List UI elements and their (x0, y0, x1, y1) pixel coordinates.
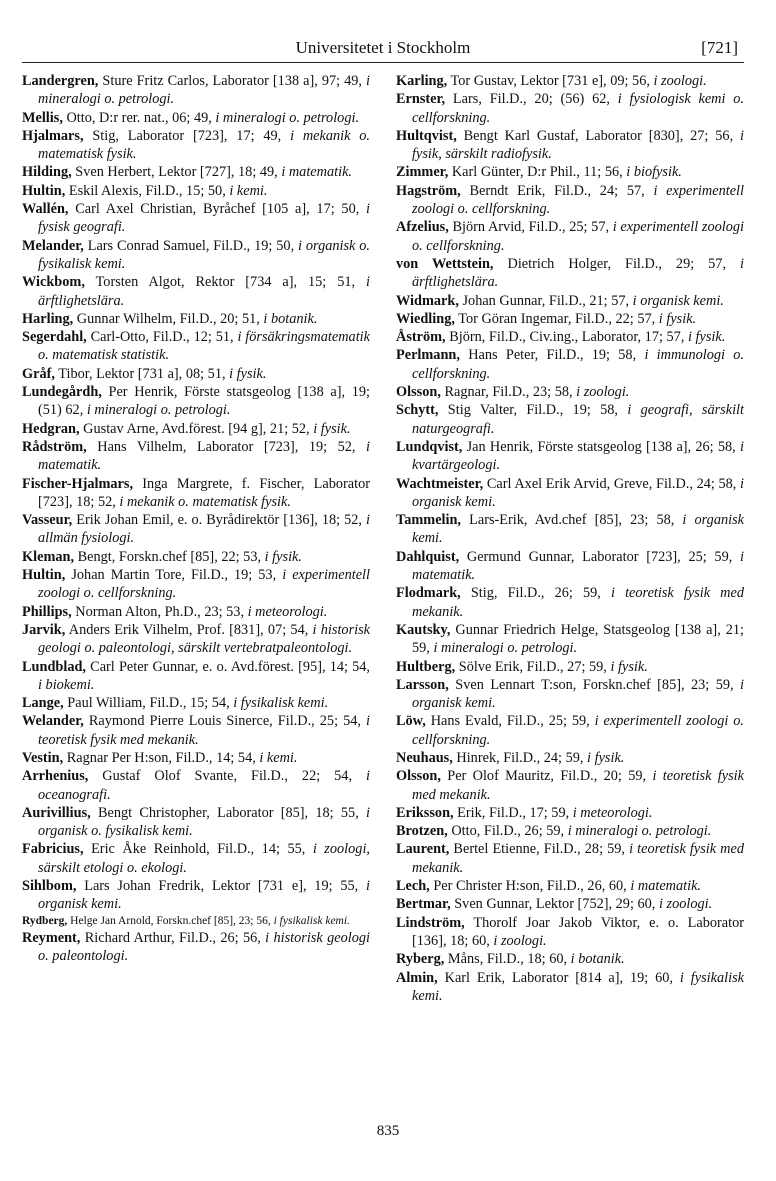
entry-details: Per Henrik, Förste statsgeolog [138 a], 19; (51) 62, (38, 384, 370, 419)
directory-entry (396, 895, 744, 913)
page-header (22, 34, 744, 63)
entry-name: Almin, (396, 969, 438, 986)
entry-name: Segerdahl, (22, 329, 87, 346)
directory-entry (396, 969, 744, 1006)
entry-details: Tor Göran Ingemar, Fil.D., 22; 57, (454, 310, 659, 327)
directory-entry (396, 383, 744, 401)
entry-details: Carl Peter Gunnar, e. o. Avd.förest. [95], 14; 54, (86, 658, 370, 675)
directory-entry (22, 548, 370, 566)
entry-details: Carl Axel Erik Arvid, Greve, Fil.D., 24; 58, (483, 475, 741, 492)
directory-entry (396, 163, 744, 181)
page-number: 835 (376, 1123, 400, 1139)
directory-entry (22, 877, 370, 914)
entry-subject: i matematik. (38, 438, 370, 474)
entry-details: Hans Vilhelm, Laborator [723], 19; 52, (86, 438, 367, 455)
directory-entry (396, 950, 744, 968)
entry-details: Lars-Erik, Avd.chef [85], 23; 58, (461, 512, 683, 529)
entry-name: Lange, (22, 695, 64, 712)
directory-entry (396, 822, 744, 840)
entry-details: Tibor, Lektor [731 a], 08; 51, (54, 365, 230, 382)
entry-name: Neuhaus, (396, 749, 453, 766)
page-reference: [721] (701, 38, 738, 57)
entry-name: Vestin, (22, 749, 64, 766)
entry-name: Larsson, (396, 676, 449, 693)
directory-entry (22, 694, 370, 712)
entry-name: Sihlbom, (22, 878, 77, 895)
directory-entry (22, 310, 370, 328)
entry-subject: i fysik. (610, 658, 648, 675)
directory-entry (22, 109, 370, 127)
entry-name: Lech, (396, 878, 430, 895)
entry-details: Paul William, Fil.D., 15; 54, (63, 695, 234, 712)
entry-name: Hultberg, (396, 658, 456, 675)
entry-subject: i fysisk geografi. (38, 201, 370, 236)
entry-details: Dietrich Holger, Fil.D., 29; 57, (493, 255, 741, 272)
entry-name: Wallén, (22, 201, 69, 218)
entry-subject: i fysiologisk kemi o. cellforskning. (412, 91, 745, 126)
entry-subject: i experimentell zoologi o. cellforskning. (412, 713, 744, 748)
entry-details: Inga Margrete, f. Fischer, Laborator [723], 18; 52, (38, 475, 370, 510)
entry-subject: i biofysik. (626, 164, 682, 181)
entry-name: Dahlquist, (396, 548, 460, 565)
entry-subject: i historisk geologi o. paleontologi, särskilt vertebratpaleontologi. (38, 621, 371, 657)
directory-entry (396, 72, 744, 90)
entry-details: Erik, Fil.D., 17; 59, (453, 804, 573, 821)
directory-entry (22, 328, 370, 365)
entry-subject: i botanik. (263, 310, 318, 327)
entry-subject: i matematik. (412, 548, 744, 584)
directory-entry (22, 914, 370, 929)
entry-name: Laurent, (396, 841, 450, 858)
directory-entry (396, 804, 744, 822)
entry-details: Hans Peter, Fil.D., 19; 58, (459, 347, 645, 364)
entry-name: Rådström, (22, 438, 87, 455)
entry-name: Landergren, (22, 73, 99, 89)
entry-subject: i zoologi, särskilt etologi o. ekologi. (38, 841, 370, 876)
entry-name: Hilding, (22, 164, 72, 181)
entry-subject: i oceanografi. (38, 768, 370, 803)
entry-details: Torsten Algot, Rektor [734 a], 15; 51, (84, 274, 367, 291)
entry-details: Anders Erik Vilhelm, Prof. [831], 07; 54, (65, 621, 313, 638)
page-title: Universitetet i Stockholm (295, 38, 471, 57)
entry-name: Fischer-Hjalmars, (22, 475, 134, 492)
entry-subject: i organisk o. fysikalisk kemi. (38, 804, 370, 840)
entry-name: Zimmer, (396, 164, 449, 181)
entry-name: Welander, (22, 713, 84, 730)
directory-entry (22, 804, 370, 841)
left-column (22, 72, 370, 965)
directory-entry (396, 346, 744, 383)
directory-entry (22, 182, 370, 200)
entry-name: Flodmark, (396, 585, 461, 602)
directory-entry (22, 767, 370, 804)
directory-entry (22, 273, 370, 310)
entry-details: Bertel Etienne, Fil.D., 28; 59, (449, 841, 630, 858)
entry-details: Otto, D:r rer. nat., 06; 49, (62, 109, 216, 126)
entry-name: Lindström, (396, 914, 465, 931)
entry-subject: i allmän fysiologi. (38, 512, 370, 547)
directory-entry (22, 200, 370, 237)
entry-subject: i matematik. (630, 878, 702, 895)
directory-entry (22, 127, 370, 164)
entry-details: Thorolf Joar Jakob Viktor, e. o. Laborator [136], 18; 60, (412, 914, 744, 949)
entry-name: Ernster, (396, 91, 446, 108)
directory-entry (396, 218, 744, 255)
directory-entry (396, 310, 744, 328)
entry-name: Hjalmars, (22, 127, 84, 144)
entry-subject: i fysikalisk kemi. (412, 969, 744, 1004)
entry-subject: i kemi. (259, 749, 298, 766)
entry-subject: i organisk kemi. (38, 878, 370, 913)
directory-entry (396, 749, 744, 767)
entry-subject: i organisk kemi. (412, 676, 744, 712)
entry-details: Lars Johan Fredrik, Lektor [731 e], 19; 55, (76, 878, 367, 895)
entry-subject: i experimentell zoologi o. cellforskning. (412, 219, 745, 254)
entry-details: Johan Gunnar, Fil.D., 21; 57, (458, 292, 633, 309)
entry-subject: i zoologi. (653, 73, 707, 89)
directory-entry (396, 90, 744, 127)
entry-subject: i mekanik o. matematisk fysik. (119, 493, 291, 510)
entry-details: Ragnar Per H:son, Fil.D., 14; 54, (63, 749, 260, 766)
entry-subject: i geografi, särskilt naturgeografi. (412, 402, 745, 437)
entry-subject: i organisk o. fysikalisk kemi. (38, 237, 370, 272)
directory-entry (396, 511, 744, 548)
entry-subject: i matematik. (281, 164, 352, 181)
entry-subject: i meteorologi. (572, 804, 653, 821)
entry-subject: i organisk kemi. (632, 292, 724, 309)
entry-details: Lars Conrad Samuel, Fil.D., 19; 50, (83, 237, 299, 254)
entry-subject: i zoologi. (576, 384, 630, 401)
entry-details: Sven Gunnar, Lektor [752], 29; 60, (450, 896, 659, 913)
entry-subject: i fysik. (587, 749, 625, 766)
directory-entry (22, 712, 370, 749)
entry-details: Per Olof Mauritz, Fil.D., 20; 59, (440, 768, 653, 785)
entry-subject: i mineralogi o. petrologi. (86, 402, 231, 419)
entry-details: Tor Gustav, Lektor [731 e], 09; 56, (447, 73, 654, 89)
directory-entry (22, 658, 370, 695)
entry-subject: i fysikalisk kemi. (273, 914, 350, 927)
entry-name: Olsson, (396, 384, 441, 401)
directory-entry (396, 621, 744, 658)
entry-name: Rydberg, (22, 914, 68, 927)
directory-entry (22, 72, 370, 109)
entry-details: Helge Jan Arnold, Forskn.chef [85], 23; 56, (67, 914, 274, 927)
entry-details: Raymond Pierre Louis Sinerce, Fil.D., 25; 54, (83, 713, 367, 730)
directory-entry (22, 237, 370, 274)
entry-subject: i experimentell zoologi o. cellforskning. (412, 182, 744, 218)
entry-subject: i historisk geologi o. paleontologi. (38, 929, 370, 964)
directory-entry (22, 475, 370, 512)
directory-entry (396, 292, 744, 310)
entry-details: Norman Alton, Ph.D., 23; 53, (71, 603, 248, 620)
entry-name: Hultqvist, (396, 127, 457, 144)
entry-subject: i botanik. (570, 951, 625, 968)
entry-details: Sven Herbert, Lektor [727], 18; 49, (71, 164, 282, 181)
entry-subject: i mineralogi o. petrologi. (38, 73, 370, 108)
entry-subject: i organisk kemi. (412, 512, 744, 547)
entry-details: Eric Åke Reinhold, Fil.D., 14; 55, (83, 841, 313, 858)
entry-subject: i mineralogi o. petrologi. (567, 823, 712, 840)
entry-subject: i kvartärgeologi. (412, 438, 744, 474)
entry-name: Hultin, (22, 182, 66, 199)
entry-name: Wickbom, (22, 274, 85, 291)
entry-details: Ragnar, Fil.D., 23; 58, (440, 384, 577, 401)
entry-details: Gustaf Olof Svante, Fil.D., 22; 54, (88, 768, 367, 785)
entry-name: Phillips, (22, 603, 72, 620)
directory-entry (396, 914, 744, 951)
entry-details: Stig, Laborator [723], 17; 49, (83, 127, 291, 144)
entry-name: von Wettstein, (396, 255, 494, 272)
entry-subject: i mineralogi o. petrologi. (433, 640, 578, 657)
entry-subject: i teoretisk fysik med mekanik. (412, 768, 744, 803)
entry-name: Brotzen, (396, 823, 448, 840)
directory-entry (396, 438, 744, 475)
entry-name: Vasseur, (22, 512, 73, 529)
entry-details: Eskil Alexis, Fil.D., 15; 50, (65, 182, 230, 199)
entry-subject: i försäkringsmatematik o. matematisk statistik. (38, 329, 370, 364)
right-column (396, 72, 744, 1005)
entry-details: Bengt, Forskn.chef [85], 22; 53, (74, 548, 265, 565)
entry-subject: i organisk kemi. (412, 475, 744, 510)
entry-subject: i mekanik o. matematisk fysik. (38, 127, 371, 163)
entry-subject: i fysik. (313, 420, 351, 437)
entry-name: Löw, (396, 713, 426, 730)
entry-name: Karling, (396, 73, 448, 89)
directory-entry (22, 566, 370, 603)
directory-entry (396, 127, 744, 164)
entry-subject: i experimentell zoologi o. cellforskning. (38, 567, 370, 602)
directory-entry (22, 511, 370, 548)
entry-details: Karl Erik, Laborator [814 a], 19; 60, (437, 969, 680, 986)
entry-subject: i teoretisk fysik med mekanik. (412, 585, 744, 620)
entry-name: Bertmar, (396, 896, 451, 913)
directory-entry (396, 877, 744, 895)
directory-entry (22, 163, 370, 181)
entry-name: Wachtmeister, (396, 475, 484, 492)
entry-name: Harling, (22, 310, 74, 327)
directory-entry (22, 420, 370, 438)
entry-details: Jan Henrik, Förste statsgeolog [138 a], 26; 58, (462, 438, 741, 455)
directory-entry (22, 603, 370, 621)
entry-name: Widmark, (396, 292, 459, 309)
entry-details: Karl Günter, D:r Phil., 11; 56, (448, 164, 627, 181)
directory-entry (396, 840, 744, 877)
directory-entry (396, 255, 744, 292)
entry-details: Berndt Erik, Fil.D., 24; 57, (460, 182, 654, 199)
entry-name: Gråf, (22, 365, 55, 382)
directory-entry (22, 365, 370, 383)
entry-details: Sven Lennart T:son, Forskn.chef [85], 23; 59, (448, 676, 741, 693)
entry-name: Lundegårdh, (22, 384, 102, 401)
entry-name: Reyment, (22, 929, 81, 946)
directory-entry (22, 749, 370, 767)
directory-entry (22, 929, 370, 966)
entry-name: Jarvik, (22, 621, 66, 638)
entry-details: Måns, Fil.D., 18; 60, (444, 951, 571, 968)
directory-entry (396, 712, 744, 749)
entry-name: Schytt, (396, 402, 439, 419)
directory-entry (396, 328, 744, 346)
directory-entry (396, 182, 744, 219)
entry-subject: i mineralogi o. petrologi. (215, 109, 360, 126)
entry-subject: i fysikalisk kemi. (233, 695, 329, 712)
entry-details: Stig Valter, Fil.D., 19; 58, (438, 402, 628, 419)
directory-entry (396, 584, 744, 621)
entry-name: Tammelin, (396, 512, 462, 529)
entry-name: Lundqvist, (396, 438, 463, 455)
entry-subject: i teoretisk fysik med mekanik. (38, 713, 370, 748)
entry-name: Hultin, (22, 567, 66, 584)
entry-subject: i fysik. (229, 365, 267, 382)
directory-entry (396, 658, 744, 676)
entry-name: Wiedling, (396, 310, 455, 327)
directory-entry (396, 767, 744, 804)
entry-details: Gunnar Friedrich Helge, Statsgeolog [138 a], 21; 59, (412, 621, 744, 657)
entry-subject: i kemi. (229, 182, 268, 199)
entry-name: Fabricius, (22, 841, 84, 858)
directory-entry (22, 840, 370, 877)
entry-details: Gustav Arne, Avd.förest. [94 g], 21; 52, (79, 420, 314, 437)
directory-entry (396, 676, 744, 713)
entry-details: Per Christer H:son, Fil.D., 26, 60, (429, 878, 631, 895)
entry-subject: i immunologi o. cellforskning. (412, 347, 744, 382)
entry-subject: i meteorologi. (247, 603, 328, 620)
entry-name: Arrhenius, (22, 768, 89, 785)
directory-entry (396, 548, 744, 585)
entry-name: Perlmann, (396, 347, 460, 364)
entry-name: Åström, (396, 329, 446, 346)
entry-name: Mellis, (22, 109, 63, 126)
entry-name: Kautsky, (396, 621, 451, 638)
entry-details: Björn, Fil.D., Civ.ing., Laborator, 17; 57, (445, 329, 688, 346)
entry-details: Hinrek, Fil.D., 24; 59, (452, 749, 588, 766)
entry-name: Olsson, (396, 768, 441, 785)
entry-subject: i zoologi. (493, 932, 547, 949)
entry-details: Bengt Christopher, Laborator [85], 18; 55, (90, 804, 367, 821)
entry-details: Erik Johan Emil, e. o. Byrådirektör [136], 18; 52, (72, 512, 367, 529)
entry-name: Melander, (22, 237, 84, 254)
entry-subject: i fysik. (687, 329, 726, 346)
entry-name: Aurivillius, (22, 804, 91, 821)
entry-details: Otto, Fil.D., 26; 59, (447, 823, 568, 840)
entry-details: Bengt Karl Gustaf, Laborator [830], 27; 56, (456, 127, 741, 144)
entry-subject: i teoretisk fysik med mekanik. (412, 841, 744, 876)
directory-entry (22, 383, 370, 420)
entry-subject: i fysik, särskilt radiofysik. (412, 127, 744, 163)
entry-subject: i fysik. (658, 310, 697, 327)
entry-details: Stig, Fil.D., 26; 59, (460, 585, 611, 602)
entry-name: Hagström, (396, 182, 461, 199)
entry-details: Björn Arvid, Fil.D., 25; 57, (448, 219, 613, 236)
entry-name: Kleman, (22, 548, 75, 565)
entry-subject: i ärftlighetslära. (412, 255, 744, 291)
entry-details: Johan Martin Tore, Fil.D., 19; 53, (65, 567, 283, 584)
entry-details: Gunnar Wilhelm, Fil.D., 20; 51, (73, 310, 264, 327)
directory-entry (22, 438, 370, 475)
entry-name: Eriksson, (396, 804, 454, 821)
entry-subject: i zoologi. (658, 896, 713, 913)
entry-name: Ryberg, (396, 951, 445, 968)
entry-name: Afzelius, (396, 219, 449, 236)
entry-details: Sture Fritz Carlos, Laborator [138 a], 97; 49, (98, 73, 367, 89)
entry-details: Germund Gunnar, Laborator [723], 25; 59, (459, 548, 741, 565)
directory-entry (396, 475, 744, 512)
entry-details: Lars, Fil.D., 20; (56) 62, (445, 91, 618, 108)
entry-details: Carl-Otto, Fil.D., 12; 51, (86, 329, 238, 346)
directory-entry (396, 401, 744, 438)
entry-details: Sölve Erik, Fil.D., 27; 59, (455, 658, 611, 675)
entry-details: Hans Evald, Fil.D., 25; 59, (425, 713, 595, 730)
entry-name: Lundblad, (22, 658, 86, 675)
entry-subject: i biokemi. (38, 676, 95, 693)
entry-subject: i ärftlighetslära. (38, 274, 370, 309)
entry-details: Carl Axel Christian, Byråchef [105 a], 17; 50, (68, 201, 367, 218)
entry-name: Hedgran, (22, 420, 80, 437)
entry-subject: i fysik. (264, 548, 302, 565)
entry-details: Richard Arthur, Fil.D., 26; 56, (80, 929, 266, 946)
directory-entry (22, 621, 370, 658)
